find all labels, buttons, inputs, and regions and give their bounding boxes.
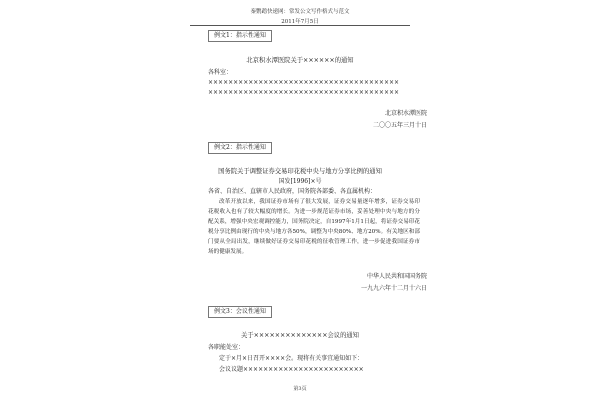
example1-label: 例文1：指示性通知 <box>208 30 272 42</box>
example1-body-line1: ×××××××××××××××××××××××××××××××××××××× <box>208 79 400 86</box>
example2-body: 改革开放以来，我国证券市场有了很大发展，证券交易量逐年增多，证券交易印花税收入也有了较大幅度的增长。为进一步规范证券市场，妥善处理中央与地方的分配关系，增强中央宏观调控能力，国务院决定，自1997年1月1日起，将证券交易印花税分享比例由现行的中央与地方各50%，调整为中央80%、地方20%。有关地区和部门要从全局出发，继续做好证券交易印花税的征收管理工作，进一步促进我国证券市场的健康发展。 <box>208 199 420 255</box>
example1-body-line2: ×××××××××××××××××××××××××××××××××××××× <box>208 89 400 96</box>
example2-title: 国务院关于调整证券交易印花税中央与地方分享比例的通知 <box>218 168 382 175</box>
example1-title: 北京积水潭医院关于××××××的通知 <box>246 57 354 64</box>
example1-salutation: 各科室： <box>208 69 233 76</box>
example2-date: 一九九六年十二月十六日 <box>360 285 427 292</box>
example1-date: 二〇〇五年三月十日 <box>372 122 427 129</box>
example2-signature: 中华人民共和国国务院 <box>366 273 427 280</box>
example3-title: 关于××××××××××××××会议的通知 <box>241 332 359 339</box>
example3-salutation: 各职能处室： <box>208 344 245 351</box>
example1-signature: 北京积水潭医院 <box>384 110 427 117</box>
page-number: 第3页 <box>293 386 307 392</box>
header-title: 秦鹦鹉快递网：常发公文写作格式与范文 <box>250 9 350 15</box>
example2-salutation: 各省、自治区、直辖市人民政府，国务院各部委、各直属机构： <box>208 188 377 195</box>
header-divider <box>190 25 410 26</box>
example3-label: 例文3：会议性通知 <box>208 306 272 318</box>
example2-doc-number: 国发[1996]×号 <box>278 178 322 185</box>
example2-label: 例文2：指示性通知 <box>208 142 272 154</box>
example3-body-line2: 会议议题×××××××××××××××××××××××× <box>219 366 364 373</box>
header-date: 2011年7月5日 <box>281 19 319 25</box>
example3-body-line1: 定于×月×日召开××××会。现将有关事宜通知如下： <box>219 355 364 362</box>
